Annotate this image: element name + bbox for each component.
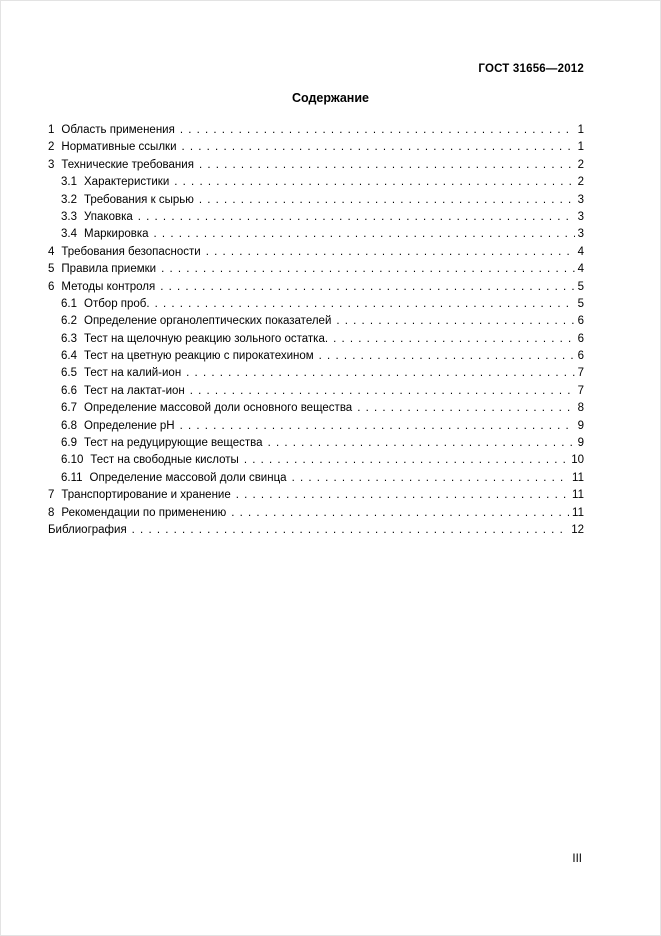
toc-entry xyxy=(48,348,584,365)
toc-entry-page: 11 xyxy=(572,489,584,502)
toc-entry-number: 6.8 xyxy=(61,419,77,432)
toc-entry-number: 6 xyxy=(48,280,55,293)
toc-entry-number: 2 xyxy=(48,141,55,154)
toc-entry-title: Методы контроля xyxy=(61,280,156,293)
toc-entry-number: 3.2 xyxy=(61,193,77,206)
toc-entry xyxy=(48,383,584,400)
toc-leader-dots xyxy=(333,331,575,348)
toc-entry xyxy=(48,139,584,156)
toc-leader-dots xyxy=(206,244,575,261)
toc-leader-dots xyxy=(268,435,575,452)
toc-leader-dots xyxy=(180,418,575,435)
toc-entry-page: 9 xyxy=(577,419,584,432)
toc-entry-number: 4 xyxy=(48,245,55,258)
toc-entry xyxy=(48,400,584,417)
toc-entry-title: Нормативные ссылки xyxy=(61,141,177,154)
toc-entry-title: Библиография xyxy=(48,523,127,536)
toc-entry-title: Отбор проб. xyxy=(84,297,150,310)
toc-leader-dots xyxy=(180,122,575,139)
toc-entry-title: Маркировка xyxy=(84,228,149,241)
toc-entry-page: 2 xyxy=(577,158,584,171)
toc-entry-number: 8 xyxy=(48,506,55,519)
toc-entry-page: 4 xyxy=(577,263,584,276)
toc-entry xyxy=(48,313,584,330)
toc-entry-page: 8 xyxy=(577,402,584,415)
toc-entry xyxy=(48,244,584,261)
toc-entry-number: 7 xyxy=(48,489,55,502)
toc-entry-title: Тест на свободные кислоты xyxy=(90,454,239,467)
toc-entry-number: 6.2 xyxy=(61,315,77,328)
toc-entry xyxy=(48,296,584,313)
toc-entry-title: Тест на редуцирующие вещества xyxy=(84,437,263,450)
toc-entry xyxy=(48,261,584,278)
document-number: ГОСТ 31656—2012 xyxy=(478,63,584,75)
toc-entry xyxy=(48,505,584,522)
toc-entry-page: 6 xyxy=(577,315,584,328)
toc-leader-dots xyxy=(182,139,575,156)
toc-entry-title: Технические требования xyxy=(61,158,194,171)
toc-entry-number: 6.7 xyxy=(61,402,77,415)
toc-entry-page: 2 xyxy=(577,176,584,189)
toc-leader-dots xyxy=(190,383,575,400)
toc-leader-dots xyxy=(174,174,574,191)
toc-entry xyxy=(48,331,584,348)
toc-entry-title: Рекомендации по применению xyxy=(61,506,227,519)
toc-entry-title: Правила приемки xyxy=(61,263,157,276)
page-title: Содержание xyxy=(291,91,369,105)
toc-entry xyxy=(48,452,584,469)
toc-entry xyxy=(48,122,584,139)
toc-entry-number: 6.6 xyxy=(61,384,77,397)
toc-entry xyxy=(48,174,584,191)
toc-entry xyxy=(48,226,584,243)
toc-entry-page: 5 xyxy=(577,297,584,310)
toc-entry-number: 3.1 xyxy=(61,176,77,189)
toc-entry-page: 5 xyxy=(577,280,584,293)
toc-entry xyxy=(48,522,584,539)
toc-entry-page: 7 xyxy=(577,367,584,380)
toc-entry-page: 3 xyxy=(577,210,584,223)
toc-entry-title: Тест на цветную реакцию с пирокатехином xyxy=(84,350,314,363)
toc-entry-title: Определение рН xyxy=(84,419,175,432)
toc-entry-page: 1 xyxy=(577,141,584,154)
toc-leader-dots xyxy=(132,522,569,539)
toc-leader-dots xyxy=(186,365,574,382)
toc-leader-dots xyxy=(161,261,574,278)
toc-leader-dots xyxy=(292,470,569,487)
toc-list xyxy=(48,122,584,539)
toc-entry-page: 6 xyxy=(577,332,584,345)
toc-entry-title: Транспортирование и хранение xyxy=(61,489,231,502)
toc-entry-title: Тест на лактат-ион xyxy=(84,384,185,397)
toc-leader-dots xyxy=(236,487,569,504)
toc-entry xyxy=(48,279,584,296)
toc-leader-dots xyxy=(155,296,575,313)
toc-entry-number: 6.11 xyxy=(61,471,83,484)
toc-entry-number: 6.1 xyxy=(61,297,77,310)
toc-entry-page: 3 xyxy=(577,193,584,206)
toc-entry-title: Определение органолептических показателей xyxy=(84,315,332,328)
toc-entry-number: 6.5 xyxy=(61,367,77,380)
toc-leader-dots xyxy=(160,279,574,296)
toc-entry-page: 11 xyxy=(572,506,584,519)
toc-entry-title: Упаковка xyxy=(84,210,133,223)
toc-entry-page: 3 xyxy=(577,228,584,241)
toc-entry xyxy=(48,487,584,504)
toc-entry xyxy=(48,470,584,487)
toc-leader-dots xyxy=(138,209,575,226)
toc-entry xyxy=(48,157,584,174)
toc-entry-page: 1 xyxy=(577,124,584,136)
toc-leader-dots xyxy=(154,226,575,243)
toc-leader-dots xyxy=(319,348,575,365)
toc-entry xyxy=(48,192,584,209)
toc-entry-page: 4 xyxy=(577,245,584,258)
toc-entry xyxy=(48,209,584,226)
toc-entry-page: 7 xyxy=(577,384,584,397)
toc-entry-number: 6.10 xyxy=(61,454,84,467)
toc-entry-page: 11 xyxy=(572,471,584,484)
toc-leader-dots xyxy=(199,157,575,174)
toc-entry-title: Тест на щелочную реакцию зольного остатка. xyxy=(84,332,329,345)
toc-entry-title: Определение массовой доли основного вещества xyxy=(84,402,353,415)
toc-leader-dots xyxy=(244,452,568,469)
toc-entry-page: 12 xyxy=(571,523,584,536)
toc-entry-title: Характеристики xyxy=(84,176,170,189)
toc-entry-number: 5 xyxy=(48,263,55,276)
toc-entry-number: 1 xyxy=(48,124,55,136)
toc-entry xyxy=(48,435,584,452)
toc-entry-page: 10 xyxy=(571,454,584,467)
toc-entry-title: Область применения xyxy=(61,124,175,136)
toc-entry-number: 3 xyxy=(48,158,55,171)
toc-entry-number: 3.4 xyxy=(61,228,77,241)
toc-leader-dots xyxy=(336,313,574,330)
toc-entry-title: Определение массовой доли свинца xyxy=(89,471,287,484)
toc-entry-number: 6.3 xyxy=(61,332,77,345)
toc-entry-page: 9 xyxy=(577,437,584,450)
toc-leader-dots xyxy=(357,400,574,417)
toc-leader-dots xyxy=(231,505,569,522)
toc-leader-dots xyxy=(199,192,575,209)
toc-entry-number: 6.9 xyxy=(61,437,77,450)
toc-entry-title: Требования к сырью xyxy=(84,193,194,206)
page-number: III xyxy=(572,853,582,865)
toc-entry-number: 3.3 xyxy=(61,210,77,223)
toc-entry-title: Тест на калий-ион xyxy=(84,367,182,380)
toc-entry-page: 6 xyxy=(577,350,584,363)
toc-entry-number: 6.4 xyxy=(61,350,77,363)
toc-entry-title: Требования безопасности xyxy=(61,245,201,258)
toc-entry xyxy=(48,418,584,435)
toc-entry xyxy=(48,365,584,382)
